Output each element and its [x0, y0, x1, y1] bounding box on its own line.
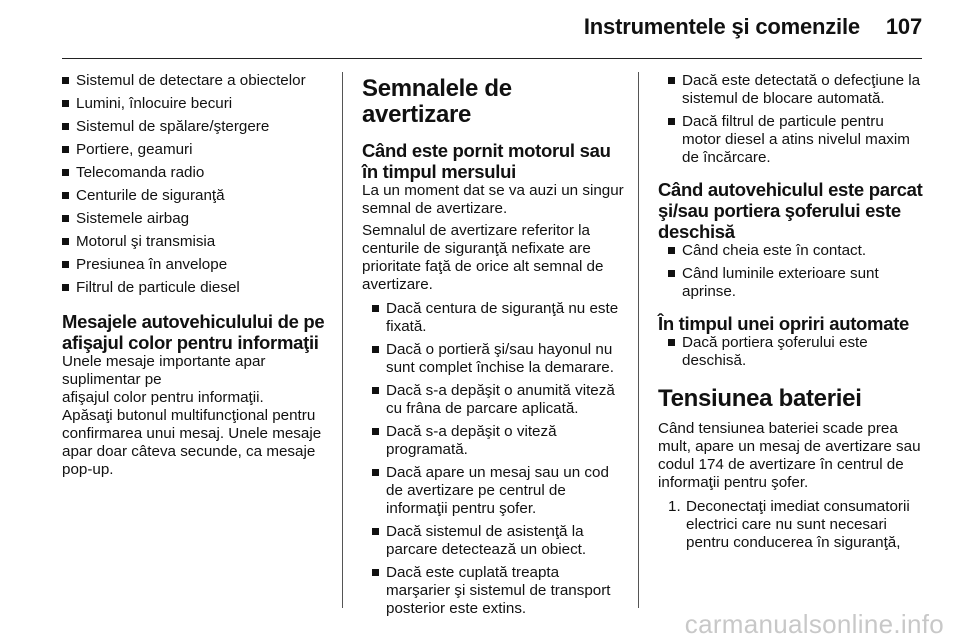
- paragraph: afişajul color pentru informaţii.: [62, 389, 264, 406]
- paragraph: Semnalul de avertizare referitor la centurile de siguranţă nefixate are prioritate faţă de orice alt semnal de avertizare.: [362, 222, 604, 293]
- list-item: Când cheia este în contact.: [658, 242, 924, 260]
- bullet-square-icon: [668, 339, 675, 346]
- bullet-square-icon: [62, 100, 69, 107]
- paragraph: Unele mesaje importante apar suplimentar pe: [62, 353, 266, 388]
- section-title: Semnalele de avertizare: [362, 75, 512, 128]
- section-heading: Când autovehiculul este parcat şi/sau portiera şoferului este deschisă: [658, 179, 923, 242]
- list-item: Dacă portiera şoferului este deschisă.: [658, 334, 924, 370]
- bullet-square-icon: [62, 169, 69, 176]
- bullet-square-icon: [62, 77, 69, 84]
- list-item: Telecomanda radio: [62, 164, 330, 182]
- bullet-square-icon: [372, 305, 379, 312]
- list-item: Dacă o portieră şi/sau hayonul nu sunt complet închise la demarare.: [362, 341, 624, 377]
- warning-list: [658, 334, 924, 370]
- bullet-square-icon: [62, 284, 69, 291]
- paragraph: La un moment dat se va auzi un singur semnal de avertizare.: [362, 182, 624, 217]
- section-title: Tensiunea bateriei: [658, 385, 862, 412]
- section-heading: Când este pornit motorul sau în timpul mersului: [362, 140, 611, 182]
- list-item: Dacă filtrul de particule pentru motor diesel a atins nivelul maxim de încărcare.: [658, 113, 924, 167]
- bullet-square-icon: [62, 146, 69, 153]
- numbered-list: [658, 498, 924, 552]
- list-item: Dacă este cuplată treapta marşarier şi sistemul de transport posterior este extins.: [362, 564, 624, 618]
- warning-list: [658, 72, 924, 167]
- column-2: [362, 72, 624, 623]
- list-item: Sistemul de spălare/ştergere: [62, 118, 330, 136]
- paragraph: Când tensiunea bateriei scade prea mult, apare un mesaj de avertizare sau codul 174 de avertizare în centrul de informaţii pentru şofer.: [658, 420, 921, 491]
- bullet-square-icon: [372, 528, 379, 535]
- list-item: Când luminile exterioare sunt aprinse.: [658, 265, 924, 301]
- header-rule: [62, 58, 922, 59]
- bullet-square-icon: [668, 118, 675, 125]
- topic-list: [62, 72, 330, 297]
- list-item: Dacă este detectată o defecţiune la sistemul de blocare automată.: [658, 72, 924, 108]
- paragraph: Apăsaţi butonul multifuncţional pentru confirmarea unui mesaj. Unele mesaje apar doar câteva secunde, ca mesaje pop-up.: [62, 407, 322, 478]
- list-item: Sistemele airbag: [62, 210, 330, 228]
- header-title: Instrumentele şi comenzile: [583, 14, 860, 39]
- page-number: 107: [885, 14, 922, 39]
- warning-list: [658, 242, 924, 301]
- list-item: Dacă apare un mesaj sau un cod de avertizare pe centrul de informaţii pentru şofer.: [362, 464, 624, 518]
- watermark: carmanualsonline.info: [684, 609, 944, 639]
- bullet-square-icon: [62, 192, 69, 199]
- bullet-square-icon: [372, 387, 379, 394]
- bullet-square-icon: [372, 569, 379, 576]
- bullet-square-icon: [62, 238, 69, 245]
- list-item: 1. Deconectaţi imediat consumatorii electrici care nu sunt necesari pentru conducerea în siguranţă,: [668, 498, 910, 551]
- section-heading: În timpul unei opriri automate: [658, 313, 910, 334]
- bullet-square-icon: [62, 123, 69, 130]
- column-divider: [342, 72, 343, 608]
- warning-list: [362, 300, 624, 618]
- list-item: Lumini, înlocuire becuri: [62, 95, 330, 113]
- bullet-square-icon: [668, 247, 675, 254]
- list-item: Centurile de siguranţă: [62, 187, 330, 205]
- bullet-square-icon: [668, 270, 675, 277]
- bullet-square-icon: [372, 346, 379, 353]
- list-item: Dacă s-a depăşit o viteză programată.: [362, 423, 624, 459]
- column-3: [658, 72, 924, 552]
- list-item: Dacă centura de siguranţă nu este fixată.: [362, 300, 624, 336]
- list-item: Filtrul de particule diesel: [62, 279, 330, 297]
- list-item: Portiere, geamuri: [62, 141, 330, 159]
- page-header: [584, 14, 922, 40]
- bullet-square-icon: [372, 428, 379, 435]
- section-heading: Mesajele autovehiculului de pe afişajul color pentru informaţii: [62, 311, 325, 353]
- list-item: Motorul şi transmisia: [62, 233, 330, 251]
- column-divider: [638, 72, 639, 608]
- bullet-square-icon: [62, 215, 69, 222]
- column-1: [62, 72, 330, 483]
- list-item: Presiunea în anvelope: [62, 256, 330, 274]
- bullet-square-icon: [668, 77, 675, 84]
- list-item: Dacă s-a depăşit o anumită viteză cu frâna de parcare aplicată.: [362, 382, 624, 418]
- bullet-square-icon: [62, 261, 69, 268]
- bullet-square-icon: [372, 469, 379, 476]
- list-item: Dacă sistemul de asistenţă la parcare detectează un obiect.: [362, 523, 624, 559]
- list-item: Sistemul de detectare a obiectelor: [62, 72, 330, 90]
